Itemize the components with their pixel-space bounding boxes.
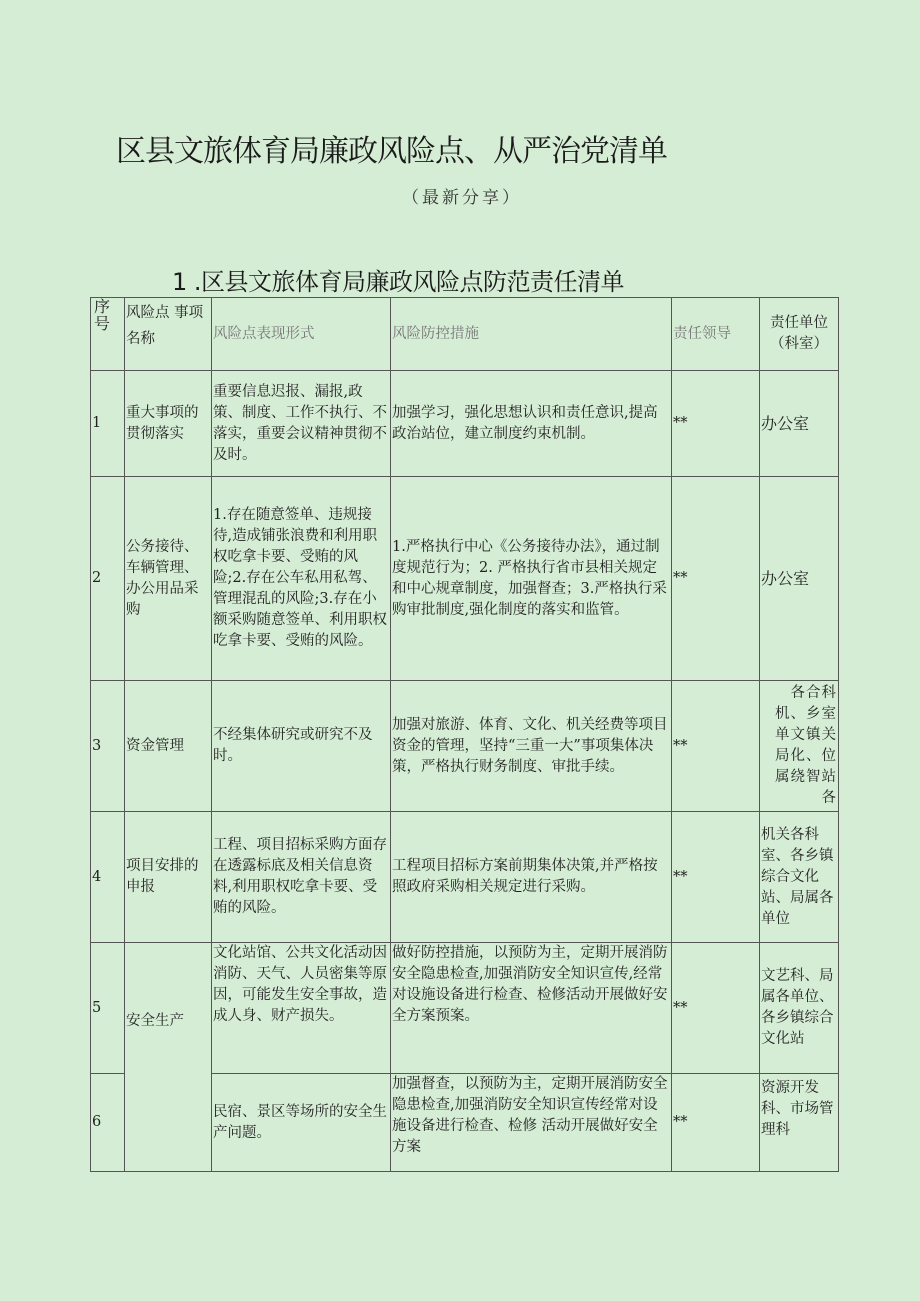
- row-form: 工程、项目招标采购方面存在透露标底及相关信息资料,利用职权吃拿卡要、受贿的风险。: [212, 812, 391, 943]
- row-leader: **: [672, 371, 760, 477]
- header-leader: 责任领导: [672, 298, 760, 371]
- table-row: [91, 477, 839, 681]
- row-no: 2: [91, 477, 125, 681]
- document-subtitle: （最新分享）: [402, 188, 522, 208]
- row-leader: **: [672, 943, 760, 1074]
- row-name: 项目安排的申报: [125, 812, 212, 943]
- table-row: [91, 943, 839, 1074]
- row-no: 5: [91, 943, 125, 1074]
- table-row: [91, 812, 839, 943]
- row-leader: **: [672, 812, 760, 943]
- row-unit: 机关各科室、各乡镇综合文化站、局属各单位: [760, 812, 839, 943]
- row-no: 6: [91, 1074, 125, 1172]
- row-no: 3: [91, 681, 125, 812]
- row-unit: 资源开发科、市场管理科: [760, 1074, 839, 1172]
- row-measure: 加强对旅游、体育、文化、机关经费等项目资金的管理，坚持“三重一大”事项集体决策，严格执行财务制度、审批手续。: [391, 681, 672, 812]
- section-title: 1 .区县文旅体育局廉政风险点防范责任清单: [172, 268, 625, 296]
- table-header-row: [91, 298, 839, 371]
- row-measure: 工程项目招标方案前期集体决策,并严格按照政府采购相关规定进行采购。: [391, 812, 672, 943]
- header-unit: 责任单位（科室）: [760, 298, 839, 371]
- risk-table: [90, 297, 839, 1172]
- row-unit: 各合科机、乡室单文镇关局化、位属绕智站各: [760, 681, 839, 812]
- row-measure: 1.严格执行中心《公务接待办法》，通过制度规范行为；2. 严格执行省市县相关规定和中心规章制度，加强督查；3.严格执行采购审批制度,强化制度的落实和监管。: [391, 477, 672, 681]
- row-form: 文化站馆、公共文化活动因消防、天气、人员密集等原因，可能发生安全事故，造成人身、财产损失。: [212, 943, 391, 1074]
- header-measure: 风险防控措施: [391, 298, 672, 371]
- row-measure: 加强学习，强化思想认识和责任意识,提高政治站位，建立制度约束机制。: [391, 371, 672, 477]
- header-form: 风险点表现形式: [212, 298, 391, 371]
- table-row: [91, 681, 839, 812]
- row-name: 重大事项的贯彻落实: [125, 371, 212, 477]
- table-row: [91, 371, 839, 477]
- row-measure: 加强督查，以预防为主，定期开展消防安全隐患检查,加强消防安全知识宣传经常对设施设备进行检查、检修 活动开展做好安全方案: [391, 1074, 672, 1172]
- row-leader: **: [672, 477, 760, 681]
- row-name: 资金管理: [125, 681, 212, 812]
- row-unit: 办公室: [760, 371, 839, 477]
- row-name: 公务接待、车辆管理、办公用品采购: [125, 477, 212, 681]
- row-unit: 文艺科、局属各单位、各乡镇综合文化站: [760, 943, 839, 1074]
- document-title: 区县文旅体育局廉政风险点、从严治党清单: [116, 134, 667, 169]
- row-no: 4: [91, 812, 125, 943]
- row-leader: **: [672, 1074, 760, 1172]
- header-name: 风险点 事项名称: [125, 298, 212, 371]
- row-form: 1.存在随意签单、违规接待,造成铺张浪费和利用职权吃拿卡要、受贿的风险;2.存在公车私用私驾、管理混乱的风险;3.存在小额采购随意签单、利用职权吃拿卡要、受贿的风险。: [212, 477, 391, 681]
- row-form: 不经集体研究或研究不及时。: [212, 681, 391, 812]
- row-leader: **: [672, 681, 760, 812]
- row-form: 民宿、景区等场所的安全生产问题。: [212, 1074, 391, 1172]
- header-no: 序号: [91, 298, 125, 371]
- row-measure: 做好防控措施，以预防为主，定期开展消防安全隐患检查,加强消防安全知识宣传,经常对设施设备进行检查、检修活动开展做好安全方案预案。: [391, 943, 672, 1074]
- row-form: 重要信息迟报、漏报,政策、制度、工作不执行、不落实，重要会议精神贯彻不及时。: [212, 371, 391, 477]
- row-name: 安全生产: [125, 943, 212, 1172]
- row-no: 1: [91, 371, 125, 477]
- row-unit: 办公室: [760, 477, 839, 681]
